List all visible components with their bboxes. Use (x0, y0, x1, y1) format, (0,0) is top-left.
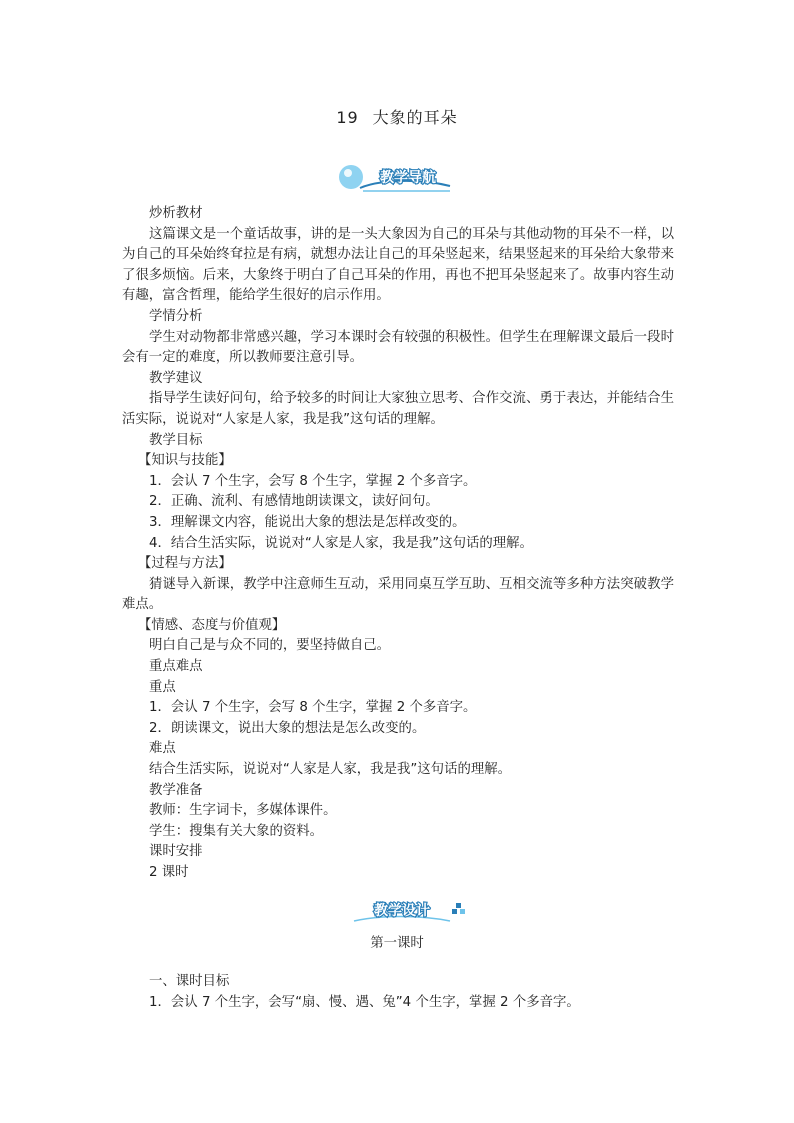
prep-student: 学生：搜集有关大象的资料。 (149, 823, 324, 839)
lesson-name: 大象的耳朵 (372, 108, 458, 127)
teaching-guide-banner (338, 160, 458, 200)
goal-item-2: 2．正确、流利、有感情地朗读课文，读好问句。 (149, 494, 439, 510)
para-difficult-points: 结合生活实际，说说对“人家是人家，我是我”这句话的理解。 (149, 762, 512, 778)
para-process-method: 猜谜导入新课，教学中注意师生互动，采用同桌互学互助、互相交流等多种方法突破教学难点。 (122, 576, 674, 613)
banner-guide-text: 教学导航 (380, 170, 436, 186)
prep-teacher: 教师：生字词卡，多媒体课件。 (149, 803, 337, 819)
heading-lesson-goals: 一、课时目标 (149, 974, 230, 989)
lesson-goal-1: 1．会认 7 个生字，会写“扇、慢、遇、兔”4 个生字，掌握 2 个多音字。 (149, 994, 580, 1010)
goal-item-1: 1．会认 7 个生字，会写 8 个生字，掌握 2 个多音字。 (149, 473, 477, 489)
heading-difficult-points: 难点 (149, 741, 176, 757)
lesson-number: 19 (336, 108, 359, 127)
heading-textbook-analysis: 炒析教材 (149, 206, 203, 221)
heading-emotion-values: 【情感、态度与价值观】 (138, 617, 286, 633)
content-block-2 (122, 972, 674, 1013)
teaching-design-banner (350, 895, 470, 927)
heading-teaching-goals: 教学目标 (149, 432, 203, 448)
goal-item-3: 3．理解课文内容，能说出大象的想法是怎样改变的。 (149, 514, 466, 530)
first-lesson-title: 第一课时 (370, 936, 424, 951)
para-textbook-analysis: 这篇课文是一个童话故事，讲的是一头大象因为自己的耳朵与其他动物的耳朵不一样，以为自己的耳朵始终耷拉是有病，就想办法让自己的耳朵竖起来，结果竖起来的耳朵给大象带来了很多烦恼。后来，大象终于明白了自己耳朵的作用，再也不把耳朵竖起来了。故事内容生动有趣，富含哲理，能给学生很好的启示作用。 (122, 226, 674, 304)
heading-student-analysis: 学情分析 (149, 308, 203, 324)
para-schedule: 2 课时 (149, 865, 189, 880)
bubble-icon (339, 165, 363, 189)
goal-item-4: 4．结合生活实际，说说对“人家是人家，我是我”这句话的理解。 (149, 535, 533, 551)
banner-design-text: 教学设计 (374, 903, 430, 919)
para-student-analysis: 学生对动物都非常感兴趣，学习本课时会有较强的积极性。但学生在理解课文最后一段时会有一定的难度，所以教师要注意引导。 (122, 329, 674, 366)
heading-key-points: 重点 (149, 679, 176, 695)
para-teaching-advice: 指导学生读好问句，给予较多的时间让大家独立思考、合作交流、勇于表达，并能结合生活实际，说说对“人家是人家，我是我”这句话的理解。 (122, 391, 674, 427)
heading-teaching-advice: 教学建议 (149, 370, 203, 386)
key-item-2: 2．朗读课文，说出大象的想法是怎么改变的。 (149, 720, 426, 736)
key-item-1: 1．会认 7 个生字，会写 8 个生字，掌握 2 个多音字。 (149, 700, 477, 716)
squares-icon (452, 903, 465, 914)
heading-preparation: 教学准备 (149, 782, 203, 798)
heading-key-difficult: 重点难点 (149, 659, 203, 675)
lesson-title (0, 105, 794, 128)
heading-schedule: 课时安排 (149, 844, 203, 860)
heading-process-method: 【过程与方法】 (138, 556, 232, 572)
para-emotion-values: 明白自己是与众不同的，要坚持做自己。 (149, 638, 391, 654)
heading-knowledge-skills: 【知识与技能】 (138, 453, 232, 469)
content-block-1 (122, 204, 674, 884)
